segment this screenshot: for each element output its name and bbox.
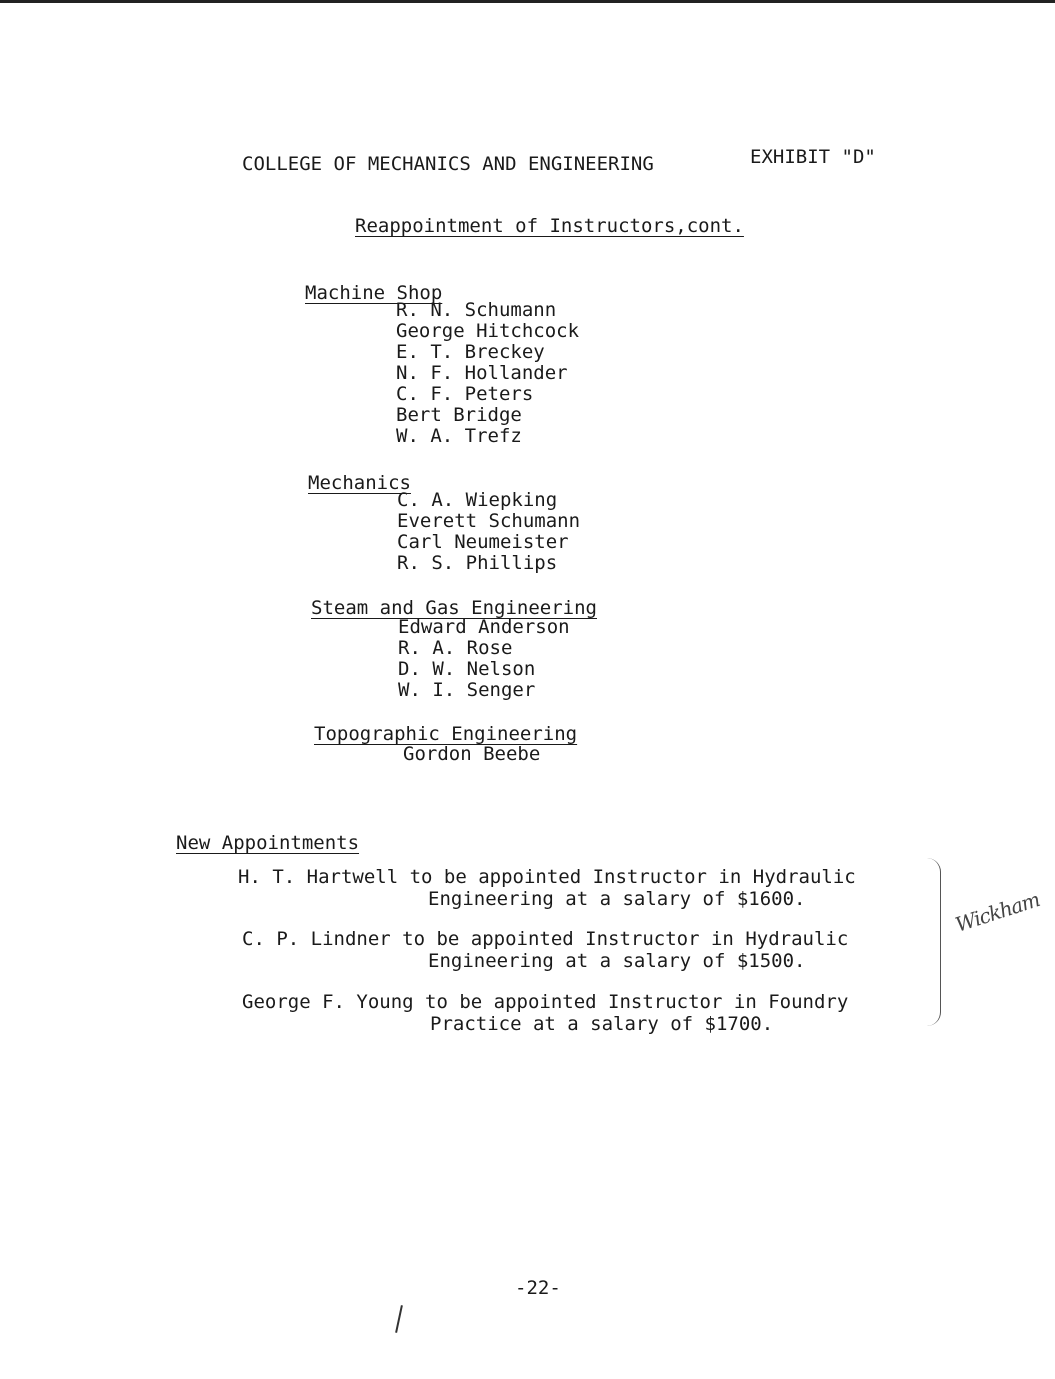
appointment-line: Practice at a salary of $1700. [430, 1013, 774, 1035]
handwritten-brace [922, 858, 941, 1026]
instructor-name: N. F. Hollander [396, 362, 568, 384]
instructor-name: W. A. Trefz [396, 425, 522, 447]
instructor-name: R. A. Rose [398, 637, 513, 659]
dept-names-mechanics [397, 490, 580, 574]
dept-heading-mechanics: Mechanics [308, 472, 411, 494]
instructor-name: E. T. Breckey [396, 341, 545, 363]
new-appointments-heading: New Appointments [176, 832, 360, 854]
dept-names-machine-shop [396, 300, 579, 447]
dept-heading-topographic: Topographic Engineering [314, 723, 578, 745]
instructor-name: Gordon Beebe [403, 743, 541, 765]
appointment-line: C. P. Lindner to be appointed Instructor in Hydraulic [242, 928, 849, 950]
section-subtitle: Reappointment of Instructors,cont. [355, 215, 744, 237]
dept-heading-steam-gas: Steam and Gas Engineering [311, 597, 597, 619]
dept-heading-machine-shop: Machine Shop [305, 282, 443, 304]
page-top-edge [0, 0, 1055, 3]
appointment-item [242, 928, 848, 972]
instructor-name: R. N. Schumann [396, 299, 557, 321]
instructor-name: Edward Anderson [398, 616, 570, 638]
appointment-line: Engineering at a salary of $1500. [428, 950, 806, 972]
appointment-item [242, 991, 848, 1035]
pencil-mark [395, 1305, 403, 1333]
exhibit-label: EXHIBIT "D" [750, 146, 876, 168]
instructor-name: C. F. Peters [396, 383, 534, 405]
appointment-item [238, 866, 856, 910]
college-title: COLLEGE OF MECHANICS AND ENGINEERING [242, 153, 654, 175]
appointment-line: H. T. Hartwell to be appointed Instructor in Hydraulic [238, 866, 856, 888]
instructor-name: R. S. Phillips [397, 552, 558, 574]
instructor-name: D. W. Nelson [398, 658, 536, 680]
appointment-line: Engineering at a salary of $1600. [428, 888, 806, 910]
instructor-name: Carl Neumeister [397, 531, 569, 553]
page-number: -22- [515, 1277, 561, 1299]
instructor-name: George Hitchcock [396, 320, 580, 342]
dept-names-topographic [403, 744, 540, 765]
dept-names-steam-gas [398, 617, 570, 701]
instructor-name: C. A. Wiepking [397, 489, 558, 511]
appointment-line: George F. Young to be appointed Instructor in Foundry [242, 991, 849, 1013]
instructor-name: Everett Schumann [397, 510, 581, 532]
instructor-name: W. I. Senger [398, 679, 536, 701]
instructor-name: Bert Bridge [396, 404, 522, 426]
handwritten-margin-note: Wickham [952, 887, 1043, 937]
